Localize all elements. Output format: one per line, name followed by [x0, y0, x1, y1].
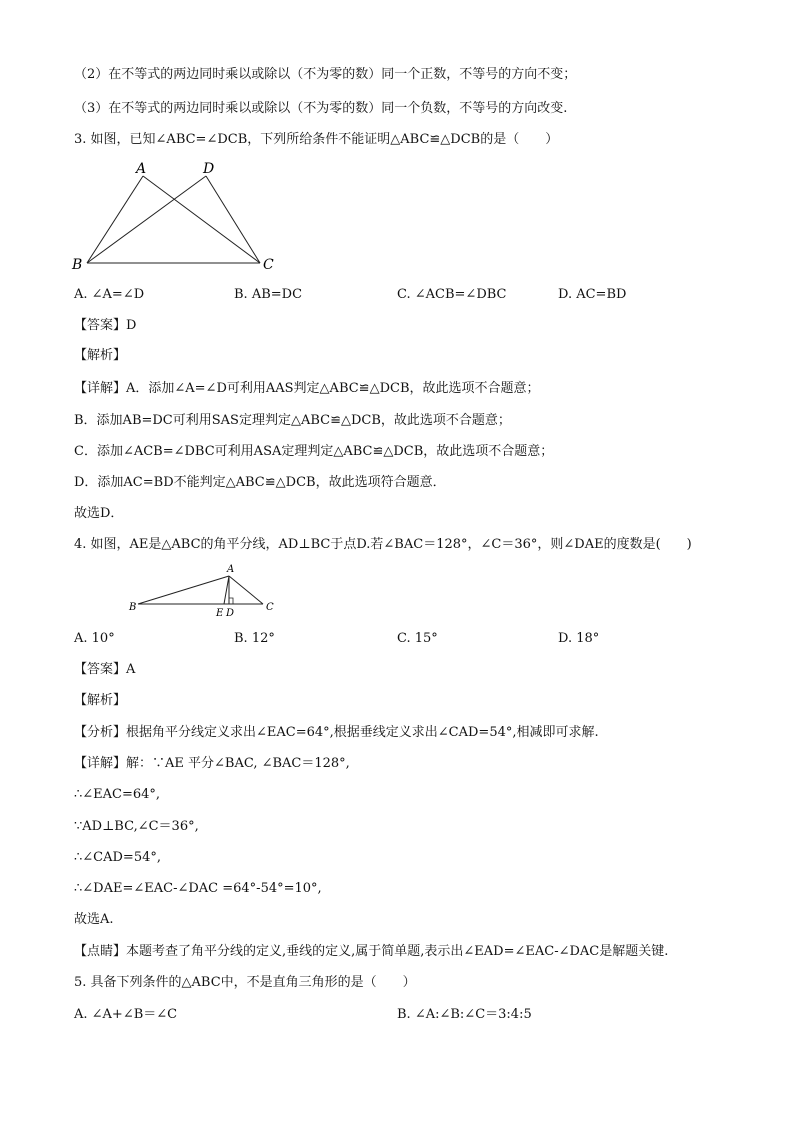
fig4-segment-ae: [224, 576, 229, 604]
figure-q3-triangles: [60, 155, 290, 275]
q4-detail-2: ∴∠EAC=64°,: [74, 787, 161, 802]
question-3: 3. 如图，已知∠ABC=∠DCB，下列所给条件不能证明△ABC≌△DCB的是（ ）: [74, 132, 559, 147]
q3-detail-b: B．添加AB=DC可利用SAS定理判定△ABC≌△DCB，故此选项不合题意；: [74, 413, 511, 428]
q4-detail-1: 【详解】解：∵AE 平分∠BAC, ∠BAC＝128°,: [74, 756, 350, 771]
fig4-right-angle-mark: [229, 598, 233, 604]
fig4-label-d: D: [226, 608, 235, 619]
q4-option-c: C. 15°: [397, 631, 438, 646]
q5-option-a: A. ∠A+∠B＝∠C: [74, 1007, 178, 1022]
q3-detail-c: C．添加∠ACB=∠DBC可利用ASA定理判定△ABC≌△DCB，故此选项不合题意；: [74, 444, 554, 459]
fig3-segment-ba: [87, 176, 143, 263]
fig3-label-a: A: [136, 161, 147, 177]
q4-option-b: B. 12°: [234, 631, 275, 646]
q4-answer: 【答案】A: [74, 662, 136, 677]
q3-detail-d: D．添加AC=BD不能判定△ABC≌△DCB，故此选项符合题意．: [74, 475, 446, 490]
q4-analysis: 【分析】根据角平分线定义求出∠EAC=64°,根据垂线定义求出∠CAD=54°,相减即可求解.: [74, 725, 599, 740]
q4-detail-5: ∴∠DAE=∠EAC-∠DAC =64°-54°=10°,: [74, 881, 322, 896]
q3-option-c: C. ∠ACB=∠DBC: [397, 287, 507, 302]
fig4-label-e: E: [216, 608, 224, 619]
q4-analysis-heading: 【解析】: [74, 693, 127, 708]
fig3-segment-dc: [206, 176, 260, 263]
q3-analysis-heading: 【解析】: [74, 348, 127, 363]
fig4-label-b: B: [129, 602, 137, 613]
line-inequality-2: （2）在不等式的两边同时乘以或除以（不为零的数）同一个正数，不等号的方向不变；: [74, 67, 577, 82]
fig4-segment-ba: [138, 576, 229, 604]
question-5: 5. 具备下列条件的△ABC中，不是直角三角形的是（ ）: [74, 975, 416, 990]
fig4-segment-ac: [229, 576, 263, 604]
fig3-segment-bd: [87, 176, 206, 263]
q4-conclusion: 故选A.: [74, 912, 114, 927]
fig3-label-b: B: [72, 257, 83, 273]
fig3-label-d: D: [203, 161, 215, 177]
line-inequality-3: （3）在不等式的两边同时乘以或除以（不为零的数）同一个负数，不等号的方向改变.: [74, 101, 568, 116]
fig4-label-c: C: [266, 602, 274, 613]
q3-option-b: B. AB=DC: [234, 287, 303, 302]
q3-detail-a: 【详解】A．添加∠A=∠D可利用AAS判定△ABC≌△DCB，故此选项不合题意；: [74, 381, 540, 396]
q4-detail-4: ∴∠CAD=54°,: [74, 850, 161, 865]
q3-answer: 【答案】D: [74, 318, 137, 333]
figure-q4-triangle: [120, 560, 290, 620]
q5-option-b: B. ∠A:∠B:∠C＝3:4:5: [397, 1007, 532, 1022]
q4-option-d: D. 18°: [558, 631, 600, 646]
fig4-label-a: A: [227, 564, 235, 575]
fig3-label-c: C: [263, 257, 274, 273]
q3-option-d: D. AC=BD: [558, 287, 627, 302]
question-4: 4. 如图，AE是△ABC的角平分线，AD⊥BC于点D.若∠BAC＝128°，∠C＝36°，则∠DAE的度数是( ): [74, 537, 692, 552]
q3-conclusion: 故选D．: [74, 506, 124, 521]
q4-detail-3: ∵AD⊥BC,∠C＝36°,: [74, 819, 199, 834]
fig3-segment-ac: [143, 176, 260, 263]
q3-option-a: A. ∠A=∠D: [74, 287, 145, 302]
q4-key-point: 【点睛】本题考查了角平分线的定义,垂线的定义,属于简单题,表示出∠EAD=∠EAC-∠DAC是解题关键.: [74, 944, 669, 959]
q4-option-a: A. 10°: [74, 631, 115, 646]
